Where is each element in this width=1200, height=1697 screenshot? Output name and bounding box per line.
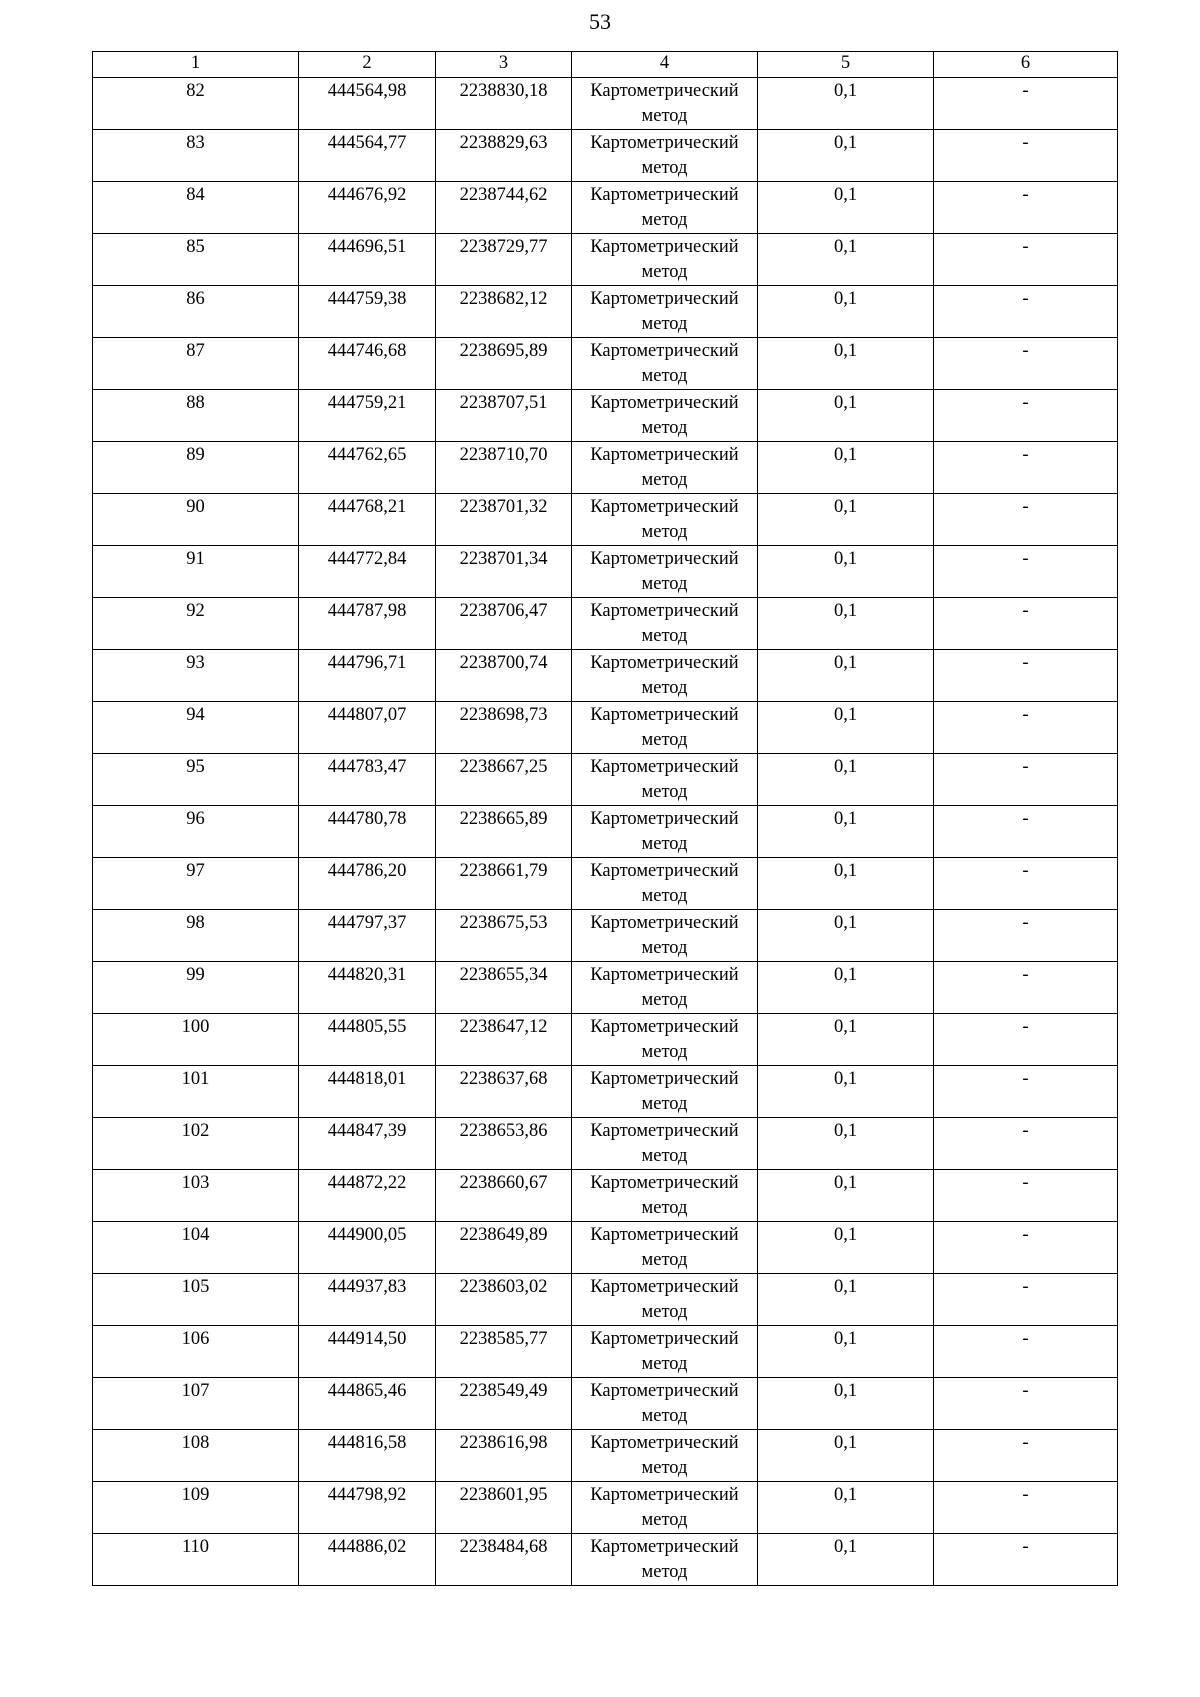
note-cell: - bbox=[934, 1326, 1118, 1378]
note-cell: - bbox=[934, 1170, 1118, 1222]
accuracy-cell: 0,1 bbox=[758, 1430, 934, 1482]
note-cell: - bbox=[934, 442, 1118, 494]
y-coordinate-cell: 2238484,68 bbox=[436, 1534, 572, 1586]
method-cell: Картометрический метод bbox=[572, 130, 758, 182]
table-row bbox=[93, 1170, 1118, 1222]
table-row bbox=[93, 1274, 1118, 1326]
table-row bbox=[93, 598, 1118, 650]
y-coordinate-cell: 2238647,12 bbox=[436, 1014, 572, 1066]
accuracy-cell: 0,1 bbox=[758, 962, 934, 1014]
table-row bbox=[93, 338, 1118, 390]
x-coordinate-cell: 444847,39 bbox=[299, 1118, 436, 1170]
y-coordinate-cell: 2238707,51 bbox=[436, 390, 572, 442]
note-cell: - bbox=[934, 858, 1118, 910]
method-cell: Картометрический метод bbox=[572, 1326, 758, 1378]
y-coordinate-cell: 2238695,89 bbox=[436, 338, 572, 390]
table-row bbox=[93, 1326, 1118, 1378]
table-row bbox=[93, 1430, 1118, 1482]
note-cell: - bbox=[934, 182, 1118, 234]
y-coordinate-cell: 2238549,49 bbox=[436, 1378, 572, 1430]
x-coordinate-cell: 444564,77 bbox=[299, 130, 436, 182]
point-number-cell: 88 bbox=[93, 390, 299, 442]
column-header: 3 bbox=[436, 52, 572, 78]
note-cell: - bbox=[934, 338, 1118, 390]
point-number-cell: 92 bbox=[93, 598, 299, 650]
y-coordinate-cell: 2238829,63 bbox=[436, 130, 572, 182]
y-coordinate-cell: 2238653,86 bbox=[436, 1118, 572, 1170]
x-coordinate-cell: 444872,22 bbox=[299, 1170, 436, 1222]
x-coordinate-cell: 444786,20 bbox=[299, 858, 436, 910]
accuracy-cell: 0,1 bbox=[758, 1482, 934, 1534]
x-coordinate-cell: 444937,83 bbox=[299, 1274, 436, 1326]
point-number-cell: 94 bbox=[93, 702, 299, 754]
y-coordinate-cell: 2238710,70 bbox=[436, 442, 572, 494]
accuracy-cell: 0,1 bbox=[758, 286, 934, 338]
method-cell: Картометрический метод bbox=[572, 910, 758, 962]
accuracy-cell: 0,1 bbox=[758, 546, 934, 598]
accuracy-cell: 0,1 bbox=[758, 1222, 934, 1274]
point-number-cell: 91 bbox=[93, 546, 299, 598]
coordinates-table bbox=[92, 51, 1118, 1586]
x-coordinate-cell: 444798,92 bbox=[299, 1482, 436, 1534]
table-row bbox=[93, 494, 1118, 546]
point-number-cell: 84 bbox=[93, 182, 299, 234]
table-row bbox=[93, 182, 1118, 234]
column-header: 6 bbox=[934, 52, 1118, 78]
point-number-cell: 97 bbox=[93, 858, 299, 910]
x-coordinate-cell: 444746,68 bbox=[299, 338, 436, 390]
method-cell: Картометрический метод bbox=[572, 754, 758, 806]
y-coordinate-cell: 2238661,79 bbox=[436, 858, 572, 910]
note-cell: - bbox=[934, 546, 1118, 598]
point-number-cell: 98 bbox=[93, 910, 299, 962]
point-number-cell: 101 bbox=[93, 1066, 299, 1118]
point-number-cell: 109 bbox=[93, 1482, 299, 1534]
point-number-cell: 85 bbox=[93, 234, 299, 286]
point-number-cell: 105 bbox=[93, 1274, 299, 1326]
y-coordinate-cell: 2238616,98 bbox=[436, 1430, 572, 1482]
method-cell: Картометрический метод bbox=[572, 390, 758, 442]
y-coordinate-cell: 2238637,68 bbox=[436, 1066, 572, 1118]
page-number: 53 bbox=[589, 9, 611, 34]
note-cell: - bbox=[934, 1482, 1118, 1534]
column-header: 4 bbox=[572, 52, 758, 78]
point-number-cell: 110 bbox=[93, 1534, 299, 1586]
note-cell: - bbox=[934, 1222, 1118, 1274]
table-row bbox=[93, 78, 1118, 130]
accuracy-cell: 0,1 bbox=[758, 806, 934, 858]
note-cell: - bbox=[934, 286, 1118, 338]
y-coordinate-cell: 2238830,18 bbox=[436, 78, 572, 130]
x-coordinate-cell: 444780,78 bbox=[299, 806, 436, 858]
y-coordinate-cell: 2238729,77 bbox=[436, 234, 572, 286]
note-cell: - bbox=[934, 1534, 1118, 1586]
method-cell: Картометрический метод bbox=[572, 442, 758, 494]
y-coordinate-cell: 2238701,34 bbox=[436, 546, 572, 598]
accuracy-cell: 0,1 bbox=[758, 1534, 934, 1586]
note-cell: - bbox=[934, 494, 1118, 546]
accuracy-cell: 0,1 bbox=[758, 442, 934, 494]
table-row bbox=[93, 702, 1118, 754]
table-row bbox=[93, 962, 1118, 1014]
point-number-cell: 82 bbox=[93, 78, 299, 130]
x-coordinate-cell: 444564,98 bbox=[299, 78, 436, 130]
accuracy-cell: 0,1 bbox=[758, 650, 934, 702]
point-number-cell: 87 bbox=[93, 338, 299, 390]
table-row bbox=[93, 910, 1118, 962]
x-coordinate-cell: 444783,47 bbox=[299, 754, 436, 806]
accuracy-cell: 0,1 bbox=[758, 1066, 934, 1118]
table-row bbox=[93, 234, 1118, 286]
note-cell: - bbox=[934, 962, 1118, 1014]
table-row bbox=[93, 1482, 1118, 1534]
accuracy-cell: 0,1 bbox=[758, 1014, 934, 1066]
point-number-cell: 83 bbox=[93, 130, 299, 182]
note-cell: - bbox=[934, 910, 1118, 962]
point-number-cell: 90 bbox=[93, 494, 299, 546]
method-cell: Картометрический метод bbox=[572, 1274, 758, 1326]
note-cell: - bbox=[934, 806, 1118, 858]
y-coordinate-cell: 2238744,62 bbox=[436, 182, 572, 234]
note-cell: - bbox=[934, 1378, 1118, 1430]
y-coordinate-cell: 2238585,77 bbox=[436, 1326, 572, 1378]
column-header: 2 bbox=[299, 52, 436, 78]
y-coordinate-cell: 2238649,89 bbox=[436, 1222, 572, 1274]
note-cell: - bbox=[934, 234, 1118, 286]
point-number-cell: 95 bbox=[93, 754, 299, 806]
accuracy-cell: 0,1 bbox=[758, 1118, 934, 1170]
table-row bbox=[93, 1118, 1118, 1170]
x-coordinate-cell: 444914,50 bbox=[299, 1326, 436, 1378]
method-cell: Картометрический метод bbox=[572, 1170, 758, 1222]
table-row bbox=[93, 1534, 1118, 1586]
point-number-cell: 100 bbox=[93, 1014, 299, 1066]
table-row bbox=[93, 130, 1118, 182]
x-coordinate-cell: 444772,84 bbox=[299, 546, 436, 598]
note-cell: - bbox=[934, 78, 1118, 130]
x-coordinate-cell: 444768,21 bbox=[299, 494, 436, 546]
point-number-cell: 107 bbox=[93, 1378, 299, 1430]
table-row bbox=[93, 546, 1118, 598]
table-row bbox=[93, 390, 1118, 442]
y-coordinate-cell: 2238675,53 bbox=[436, 910, 572, 962]
accuracy-cell: 0,1 bbox=[758, 338, 934, 390]
x-coordinate-cell: 444816,58 bbox=[299, 1430, 436, 1482]
method-cell: Картометрический метод bbox=[572, 1222, 758, 1274]
note-cell: - bbox=[934, 1118, 1118, 1170]
table-body bbox=[93, 78, 1118, 1586]
accuracy-cell: 0,1 bbox=[758, 598, 934, 650]
y-coordinate-cell: 2238698,73 bbox=[436, 702, 572, 754]
x-coordinate-cell: 444900,05 bbox=[299, 1222, 436, 1274]
note-cell: - bbox=[934, 390, 1118, 442]
accuracy-cell: 0,1 bbox=[758, 1326, 934, 1378]
x-coordinate-cell: 444796,71 bbox=[299, 650, 436, 702]
method-cell: Картометрический метод bbox=[572, 650, 758, 702]
point-number-cell: 86 bbox=[93, 286, 299, 338]
method-cell: Картометрический метод bbox=[572, 1534, 758, 1586]
accuracy-cell: 0,1 bbox=[758, 130, 934, 182]
accuracy-cell: 0,1 bbox=[758, 494, 934, 546]
x-coordinate-cell: 444696,51 bbox=[299, 234, 436, 286]
y-coordinate-cell: 2238682,12 bbox=[436, 286, 572, 338]
point-number-cell: 89 bbox=[93, 442, 299, 494]
x-coordinate-cell: 444676,92 bbox=[299, 182, 436, 234]
header-row bbox=[93, 52, 1118, 78]
accuracy-cell: 0,1 bbox=[758, 390, 934, 442]
note-cell: - bbox=[934, 1014, 1118, 1066]
note-cell: - bbox=[934, 1274, 1118, 1326]
point-number-cell: 104 bbox=[93, 1222, 299, 1274]
x-coordinate-cell: 444820,31 bbox=[299, 962, 436, 1014]
note-cell: - bbox=[934, 1430, 1118, 1482]
point-number-cell: 96 bbox=[93, 806, 299, 858]
accuracy-cell: 0,1 bbox=[758, 234, 934, 286]
note-cell: - bbox=[934, 650, 1118, 702]
table-row bbox=[93, 1378, 1118, 1430]
y-coordinate-cell: 2238706,47 bbox=[436, 598, 572, 650]
x-coordinate-cell: 444759,21 bbox=[299, 390, 436, 442]
y-coordinate-cell: 2238701,32 bbox=[436, 494, 572, 546]
column-header: 5 bbox=[758, 52, 934, 78]
method-cell: Картометрический метод bbox=[572, 546, 758, 598]
accuracy-cell: 0,1 bbox=[758, 910, 934, 962]
note-cell: - bbox=[934, 702, 1118, 754]
y-coordinate-cell: 2238655,34 bbox=[436, 962, 572, 1014]
table-row bbox=[93, 286, 1118, 338]
y-coordinate-cell: 2238667,25 bbox=[436, 754, 572, 806]
table-row bbox=[93, 1222, 1118, 1274]
accuracy-cell: 0,1 bbox=[758, 754, 934, 806]
method-cell: Картометрический метод bbox=[572, 494, 758, 546]
method-cell: Картометрический метод bbox=[572, 1430, 758, 1482]
accuracy-cell: 0,1 bbox=[758, 78, 934, 130]
y-coordinate-cell: 2238700,74 bbox=[436, 650, 572, 702]
method-cell: Картометрический метод bbox=[572, 338, 758, 390]
method-cell: Картометрический метод bbox=[572, 286, 758, 338]
accuracy-cell: 0,1 bbox=[758, 858, 934, 910]
method-cell: Картометрический метод bbox=[572, 1066, 758, 1118]
x-coordinate-cell: 444759,38 bbox=[299, 286, 436, 338]
note-cell: - bbox=[934, 1066, 1118, 1118]
method-cell: Картометрический метод bbox=[572, 1378, 758, 1430]
point-number-cell: 103 bbox=[93, 1170, 299, 1222]
accuracy-cell: 0,1 bbox=[758, 1378, 934, 1430]
table-row bbox=[93, 858, 1118, 910]
x-coordinate-cell: 444865,46 bbox=[299, 1378, 436, 1430]
note-cell: - bbox=[934, 754, 1118, 806]
method-cell: Картометрический метод bbox=[572, 702, 758, 754]
method-cell: Картометрический метод bbox=[572, 1482, 758, 1534]
method-cell: Картометрический метод bbox=[572, 234, 758, 286]
accuracy-cell: 0,1 bbox=[758, 1274, 934, 1326]
note-cell: - bbox=[934, 130, 1118, 182]
table-row bbox=[93, 806, 1118, 858]
accuracy-cell: 0,1 bbox=[758, 1170, 934, 1222]
point-number-cell: 99 bbox=[93, 962, 299, 1014]
y-coordinate-cell: 2238665,89 bbox=[436, 806, 572, 858]
method-cell: Картометрический метод bbox=[572, 1118, 758, 1170]
table-row bbox=[93, 1014, 1118, 1066]
method-cell: Картометрический метод bbox=[572, 78, 758, 130]
point-number-cell: 106 bbox=[93, 1326, 299, 1378]
x-coordinate-cell: 444805,55 bbox=[299, 1014, 436, 1066]
x-coordinate-cell: 444787,98 bbox=[299, 598, 436, 650]
column-header: 1 bbox=[93, 52, 299, 78]
method-cell: Картометрический метод bbox=[572, 858, 758, 910]
table-header bbox=[93, 52, 1118, 78]
x-coordinate-cell: 444797,37 bbox=[299, 910, 436, 962]
point-number-cell: 108 bbox=[93, 1430, 299, 1482]
y-coordinate-cell: 2238660,67 bbox=[436, 1170, 572, 1222]
accuracy-cell: 0,1 bbox=[758, 182, 934, 234]
x-coordinate-cell: 444807,07 bbox=[299, 702, 436, 754]
point-number-cell: 93 bbox=[93, 650, 299, 702]
method-cell: Картометрический метод bbox=[572, 598, 758, 650]
y-coordinate-cell: 2238601,95 bbox=[436, 1482, 572, 1534]
method-cell: Картометрический метод bbox=[572, 1014, 758, 1066]
y-coordinate-cell: 2238603,02 bbox=[436, 1274, 572, 1326]
table-row bbox=[93, 442, 1118, 494]
note-cell: - bbox=[934, 598, 1118, 650]
x-coordinate-cell: 444818,01 bbox=[299, 1066, 436, 1118]
x-coordinate-cell: 444762,65 bbox=[299, 442, 436, 494]
point-number-cell: 102 bbox=[93, 1118, 299, 1170]
method-cell: Картометрический метод bbox=[572, 806, 758, 858]
table-row bbox=[93, 1066, 1118, 1118]
table-row bbox=[93, 650, 1118, 702]
method-cell: Картометрический метод bbox=[572, 962, 758, 1014]
x-coordinate-cell: 444886,02 bbox=[299, 1534, 436, 1586]
accuracy-cell: 0,1 bbox=[758, 702, 934, 754]
method-cell: Картометрический метод bbox=[572, 182, 758, 234]
table-row bbox=[93, 754, 1118, 806]
